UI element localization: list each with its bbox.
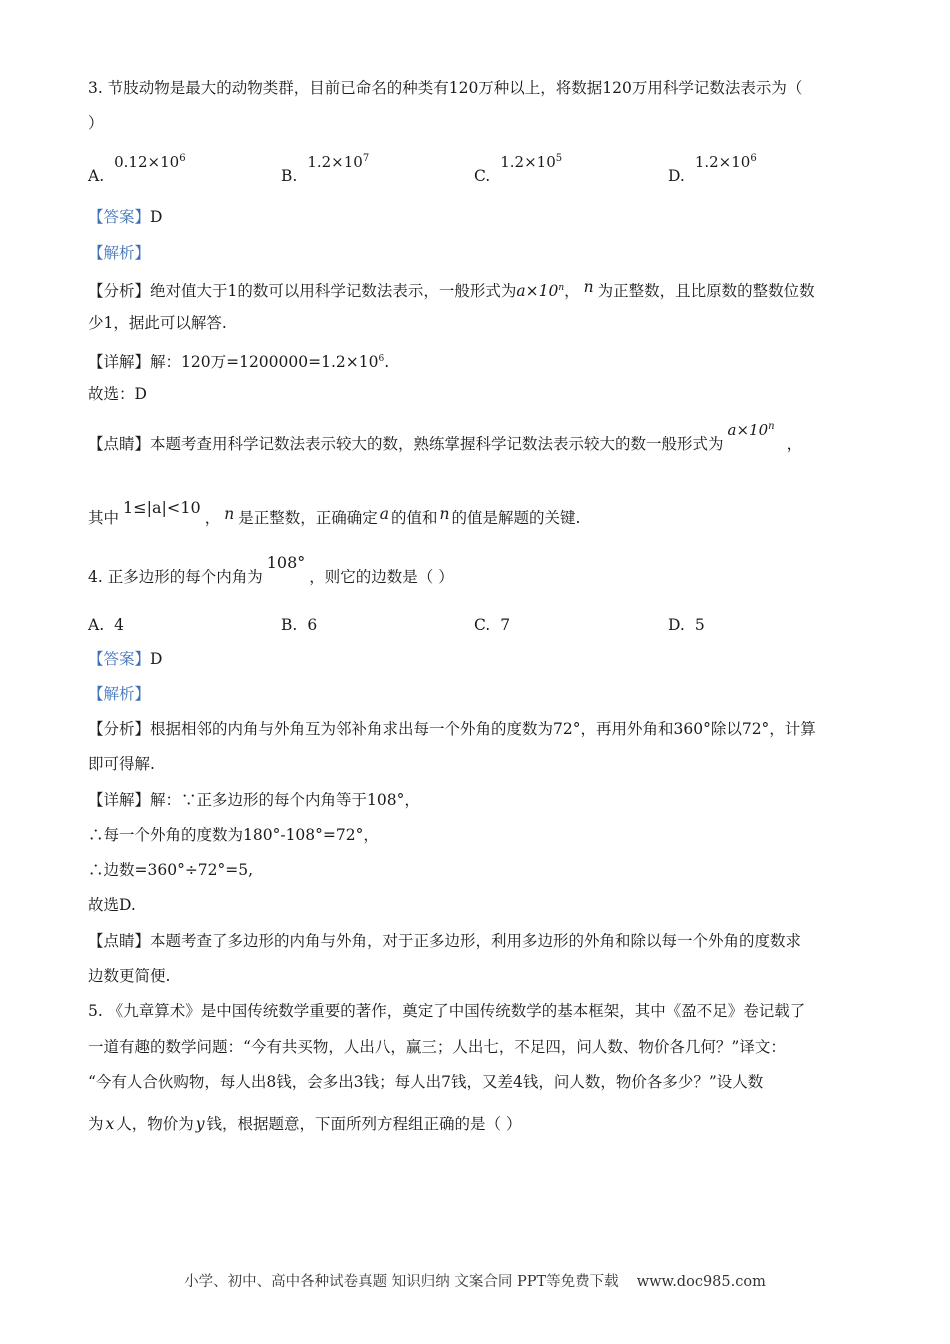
q4-option-a: A. 4	[88, 616, 124, 634]
page-footer	[0, 1270, 950, 1291]
q3-option-c: $C.1.2\times 10^5$	[474, 153, 563, 185]
q5-line4: 为 x 人，物价为 y 钱，根据题意，下面所列方程组正确的是（ ）	[88, 1115, 522, 1133]
q3-analysis-tag: 【解析】	[88, 244, 151, 262]
q4-guxuan: 故选D.	[88, 896, 136, 914]
q3-dianjing-line1: 【点睛】本题考查用科学记数法表示较大的数，熟练掌握科学记数法表示较大的数一般形式为$a\times 10^n$，	[88, 421, 803, 453]
q4-dianjing-line1: 【点睛】本题考查了多边形的内角与外角，对于正多边形，利用多边形的外角和除以每一个外角的度数求	[88, 932, 802, 950]
q3-option-a: $A.0.12\times 10^6$	[88, 153, 186, 185]
q3-stem-line1: 3. 节肢动物是最大的动物类群，目前已命名的种类有120万种以上，将数据120万用科学记数法表示为（	[88, 79, 803, 97]
q4-answer: 【答案】D	[88, 650, 163, 668]
q4-xiangjie-line3: ∴边数=360°÷72°=5,	[88, 861, 254, 879]
q4-dianjing-line2: 边数更简便.	[88, 967, 171, 985]
q3-xiangjie: 【详解】解：120万$=1200000=1.2\times 10^6$.	[88, 353, 390, 372]
answer-tag: 【答案】	[88, 208, 151, 226]
q4-analysis-tag: 【解析】	[88, 685, 151, 703]
q4-fenxi-line1: 【分析】根据相邻的内角与外角互为邻补角求出每一个外角的度数为72°，再用外角和360°除以72°，计算	[88, 720, 816, 738]
q4-xiangjie-line1: 【详解】解：∵正多边形的每个内角等于108°，	[88, 791, 420, 809]
q3-stem-line2: ）	[88, 114, 104, 132]
q3-fenxi-line2: 少1，据此可以解答.	[88, 314, 227, 332]
q3-option-d: $D.1.2\times 10^6$	[668, 153, 757, 185]
q3-fenxi-line1: 【分析】绝对值大于1的数可以用科学记数法表示，一般形式为$a\times 10^n$， n 为正整数，且比原数的整数位数	[88, 278, 815, 301]
q4-stem: 4. 正多边形的每个内角为108°，则它的边数是（ ）	[88, 553, 454, 586]
footer-url[interactable]: www.doc985.com	[636, 1274, 766, 1290]
footer-text: 小学、初中、高中各种试卷真题 知识归纳 文案合同 PPT等免费下载	[184, 1274, 619, 1290]
q5-line1: 5. 《九章算术》是中国传统数学重要的著作，奠定了中国传统数学的基本框架，其中《盈不足》卷记载了	[88, 1002, 806, 1020]
q3-dianjing-line2: 其中1≤|a|<10， n 是正整数，正确确定 a 的值和 n 的值是解题的关键.	[88, 498, 581, 527]
q5-line2: 一道有趣的数学问题：“今有共买物，人出八，赢三；人出七，不足四，问人数、物价各几何？”译文：	[88, 1038, 786, 1056]
q4-option-b: B. 6	[281, 616, 318, 634]
q4-option-d: D. 5	[668, 616, 705, 634]
q3-guxuan: 故选：D	[88, 385, 147, 403]
q4-fenxi-line2: 即可得解.	[88, 755, 155, 773]
q3-option-b: $B.1.2\times 10^7$	[281, 153, 370, 185]
q3-answer: 【答案】D	[88, 208, 163, 226]
q4-xiangjie-line2: ∴每一个外角的度数为180°-108°=72°，	[88, 826, 379, 844]
q5-line3: “今有人合伙购物，每人出8钱，会多出3钱；每人出7钱，又差4钱，问人数，物价各多少？”设人数	[88, 1073, 764, 1091]
q4-option-c: C. 7	[474, 616, 511, 634]
